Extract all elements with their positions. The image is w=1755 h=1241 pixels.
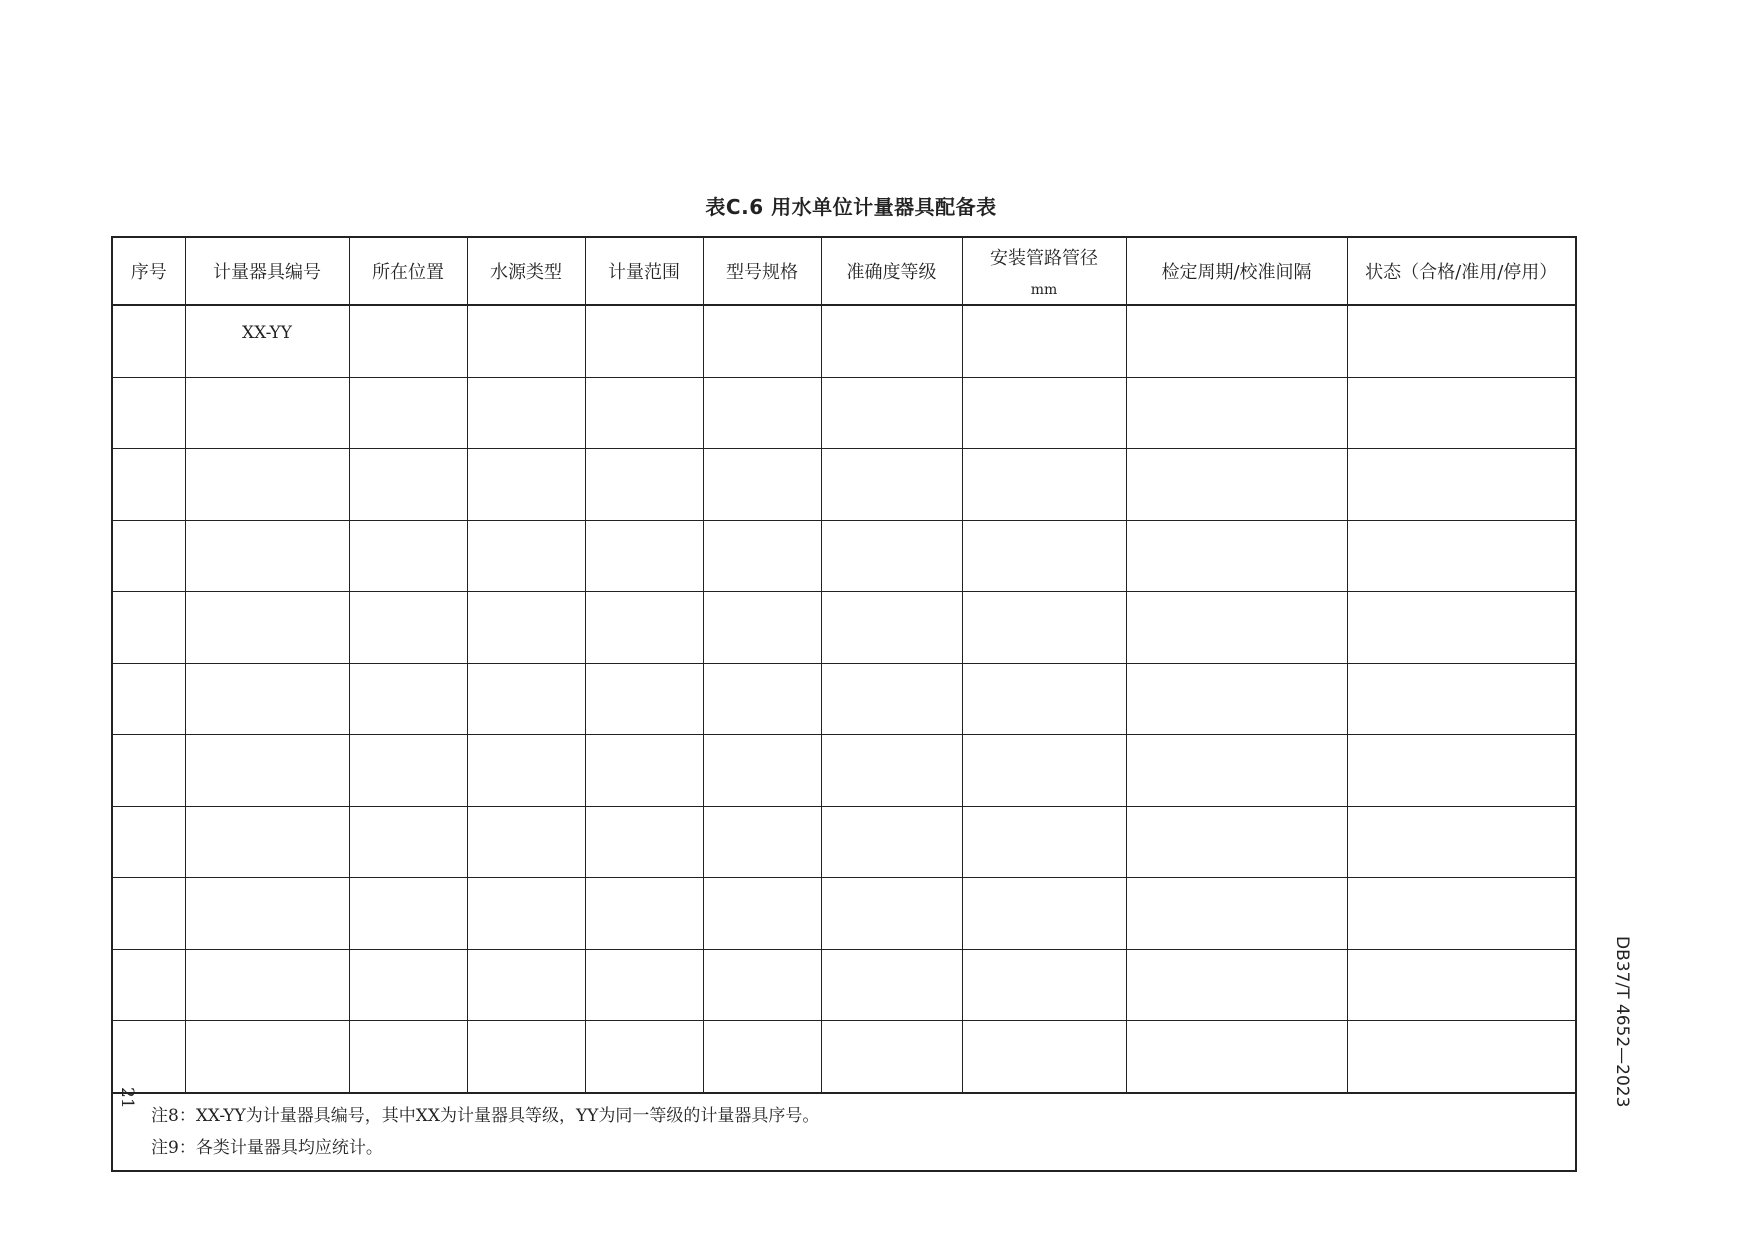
table-cell <box>703 949 821 1021</box>
table-cell <box>1126 663 1347 735</box>
table-cell <box>112 878 185 950</box>
table-cell <box>821 305 962 377</box>
table-cell <box>1126 1021 1347 1093</box>
table-cell <box>962 520 1126 592</box>
table-cell <box>962 663 1126 735</box>
table-cell <box>585 377 703 449</box>
table-cell <box>962 1021 1126 1093</box>
table-cell <box>703 449 821 521</box>
table-cell <box>703 735 821 807</box>
table-cell <box>349 878 467 950</box>
document-code: DB37/T 4652—2023 <box>1612 936 1632 1108</box>
table-cell <box>185 449 349 521</box>
table-cell <box>467 663 585 735</box>
table-cell <box>112 735 185 807</box>
table-cell <box>1126 735 1347 807</box>
header-serial: 序号 <box>112 237 185 305</box>
notes-row <box>112 1093 1576 1171</box>
table-cell <box>585 949 703 1021</box>
header-row <box>112 237 1576 305</box>
table-row <box>112 949 1576 1021</box>
table-cell <box>467 520 585 592</box>
table-cell <box>1347 305 1576 377</box>
header-status: 状态（合格/准用/停用） <box>1347 237 1576 305</box>
table-cell <box>821 1021 962 1093</box>
table-cell <box>585 735 703 807</box>
header-accuracy: 准确度等级 <box>821 237 962 305</box>
table-cell <box>467 806 585 878</box>
table-cell <box>585 520 703 592</box>
table-cell <box>962 305 1126 377</box>
table-cell <box>585 592 703 664</box>
table-cell <box>467 592 585 664</box>
table-cell <box>1347 1021 1576 1093</box>
table-cell <box>349 735 467 807</box>
table-cell <box>112 449 185 521</box>
table-cell <box>821 663 962 735</box>
table-cell <box>962 806 1126 878</box>
table-cell <box>703 1021 821 1093</box>
table-row <box>112 377 1576 449</box>
table-row <box>112 592 1576 664</box>
table-cell <box>185 735 349 807</box>
table-row <box>112 663 1576 735</box>
table-cell <box>1126 806 1347 878</box>
table-cell <box>703 806 821 878</box>
table-cell <box>185 377 349 449</box>
table-cell <box>1347 949 1576 1021</box>
table-cell <box>585 305 703 377</box>
table-cell <box>467 735 585 807</box>
table-cell <box>112 520 185 592</box>
table-cell <box>1126 449 1347 521</box>
table-cell <box>962 449 1126 521</box>
table-cell <box>467 949 585 1021</box>
table-cell <box>185 663 349 735</box>
table-cell <box>585 449 703 521</box>
table-cell <box>112 305 185 377</box>
table-cell <box>703 592 821 664</box>
table-cell <box>467 377 585 449</box>
table-cell <box>1347 663 1576 735</box>
table-cell <box>1347 878 1576 950</box>
table-cell <box>1126 377 1347 449</box>
table-cell <box>1126 878 1347 950</box>
table-cell <box>585 806 703 878</box>
table-row <box>112 449 1576 521</box>
table-cell <box>1347 735 1576 807</box>
table-cell <box>821 449 962 521</box>
table-cell <box>185 592 349 664</box>
header-pipe-diameter-unit: mm <box>1030 282 1058 298</box>
table-cell <box>467 878 585 950</box>
table-cell <box>349 449 467 521</box>
table-cell <box>703 377 821 449</box>
table-cell <box>112 949 185 1021</box>
notes-cell <box>112 1093 1576 1171</box>
table-cell <box>585 663 703 735</box>
table-cell <box>821 806 962 878</box>
table-cell <box>962 735 1126 807</box>
table-cell <box>1347 377 1576 449</box>
table-cell <box>821 520 962 592</box>
table-cell <box>1347 592 1576 664</box>
table-title: 表C.6 用水单位计量器具配备表 <box>705 195 997 219</box>
table-body <box>112 305 1576 1093</box>
table-row <box>112 305 1576 377</box>
table-cell <box>821 949 962 1021</box>
table-cell <box>962 878 1126 950</box>
table-cell <box>962 377 1126 449</box>
header-calibration: 检定周期/校准间隔 <box>1126 237 1347 305</box>
table-cell <box>185 520 349 592</box>
table-cell <box>349 520 467 592</box>
table-cell <box>821 377 962 449</box>
table-cell <box>1126 520 1347 592</box>
table-cell <box>703 663 821 735</box>
table-cell <box>467 305 585 377</box>
table-row <box>112 735 1576 807</box>
header-water-source: 水源类型 <box>467 237 585 305</box>
header-model: 型号规格 <box>703 237 821 305</box>
table-cell <box>1347 806 1576 878</box>
header-pipe-diameter: 安装管路管径 mm <box>962 237 1126 305</box>
table-cell <box>112 377 185 449</box>
table-cell <box>1126 592 1347 664</box>
table-cell <box>821 878 962 950</box>
table-cell <box>467 449 585 521</box>
table-cell <box>349 305 467 377</box>
table-cell <box>467 1021 585 1093</box>
table-row <box>112 520 1576 592</box>
table-cell: XX-YY <box>185 305 349 377</box>
table-cell <box>112 1021 185 1093</box>
header-range: 计量范围 <box>585 237 703 305</box>
table-cell <box>112 663 185 735</box>
table-cell <box>585 1021 703 1093</box>
table-cell <box>703 878 821 950</box>
table-cell <box>349 806 467 878</box>
table-cell <box>821 592 962 664</box>
table-cell <box>1347 520 1576 592</box>
table-cell <box>112 592 185 664</box>
note-9: 注9：各类计量器具均应统计。 <box>151 1137 383 1158</box>
table-cell <box>349 377 467 449</box>
header-location: 所在位置 <box>349 237 467 305</box>
table-cell <box>585 878 703 950</box>
table-row <box>112 1021 1576 1093</box>
table-cell <box>185 949 349 1021</box>
table-cell <box>703 520 821 592</box>
note-8: 注8：XX-YY为计量器具编号，其中XX为计量器具等级，YY为同一等级的计量器具序号。 <box>151 1105 820 1126</box>
table-cell <box>349 592 467 664</box>
table-cell <box>821 735 962 807</box>
table-row <box>112 806 1576 878</box>
table-cell <box>349 663 467 735</box>
table-cell <box>962 949 1126 1021</box>
table-cell <box>962 592 1126 664</box>
table-cell <box>112 806 185 878</box>
table-cell <box>185 1021 349 1093</box>
table-cell <box>703 305 821 377</box>
table-cell <box>1126 949 1347 1021</box>
equipment-table <box>111 236 1577 1172</box>
table-cell <box>349 949 467 1021</box>
table-cell <box>1347 449 1576 521</box>
table-cell <box>1126 305 1347 377</box>
table-cell <box>185 806 349 878</box>
table-cell <box>349 1021 467 1093</box>
header-code: 计量器具编号 <box>185 237 349 305</box>
table-row <box>112 878 1576 950</box>
page-number: 21 <box>117 1087 137 1109</box>
table-cell <box>185 878 349 950</box>
